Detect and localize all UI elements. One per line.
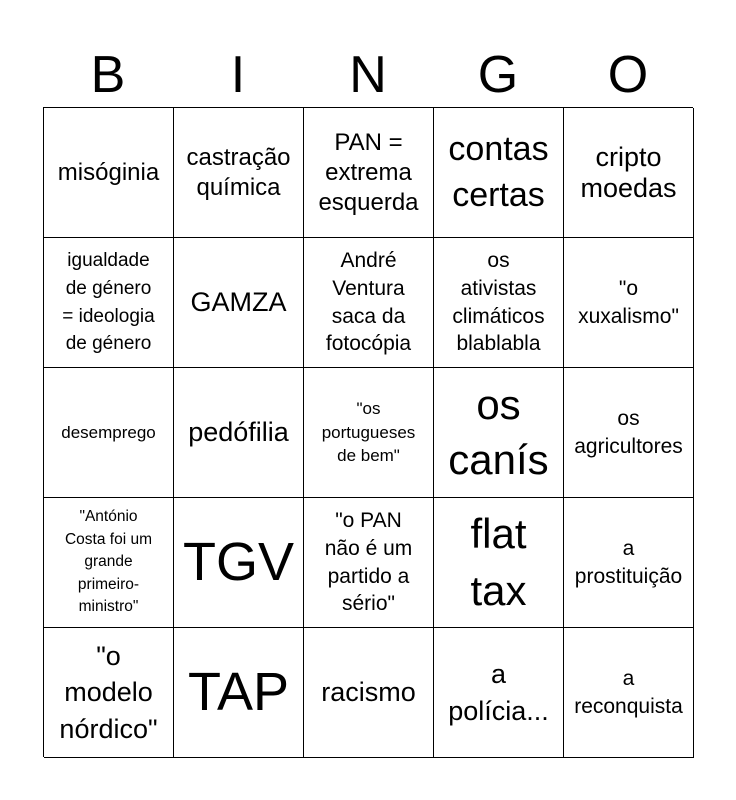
bingo-cell[interactable]: [564, 108, 694, 238]
cell-text: os canís: [448, 380, 549, 483]
cell-text: os ativistas climáticos blablabla: [452, 249, 545, 356]
cell-text: desemprego: [61, 422, 156, 442]
bingo-board: [43, 107, 693, 757]
cell-text: "os portugueses de bem": [321, 398, 416, 466]
bingo-cell[interactable]: [174, 368, 304, 498]
cell-text: igualdade de género = ideologia de género: [62, 250, 155, 355]
bingo-cell[interactable]: [434, 108, 564, 238]
bingo-cell[interactable]: [44, 238, 174, 368]
cell-text: racismo: [321, 677, 416, 708]
cell-text: "o modelo nórdico": [59, 640, 158, 744]
cell-text: flat tax: [470, 509, 527, 614]
bingo-cell[interactable]: [564, 498, 694, 628]
bingo-cell[interactable]: [304, 108, 434, 238]
cell-text: os agricultores: [574, 406, 683, 458]
cell-text: André Ventura saca da fotocópia: [325, 249, 412, 356]
bingo-cell[interactable]: [434, 368, 564, 498]
bingo-cell[interactable]: [174, 628, 304, 758]
bingo-header: [43, 44, 693, 106]
header-letter-i: I: [230, 46, 246, 104]
bingo-cell[interactable]: [44, 628, 174, 758]
cell-text: contas certas: [448, 129, 549, 214]
header-letter-n: N: [349, 46, 387, 104]
bingo-cell[interactable]: [44, 108, 174, 238]
header-letter-o: O: [607, 46, 649, 104]
bingo-cell[interactable]: [304, 628, 434, 758]
cell-text: "António Costa foi um grande primeiro- ministro": [64, 508, 152, 616]
bingo-cell[interactable]: [564, 628, 694, 758]
cell-text: TAP: [187, 661, 289, 722]
bingo-cell[interactable]: [174, 108, 304, 238]
cell-text: a prostituição: [574, 536, 683, 588]
bingo-cell[interactable]: [564, 368, 694, 498]
cell-text: pedófilia: [188, 417, 289, 448]
cell-text: GAMZA: [190, 287, 287, 318]
bingo-cell[interactable]: [434, 628, 564, 758]
cell-text: castração química: [186, 143, 291, 201]
cell-text: a reconquista: [574, 666, 683, 718]
cell-text: "o PAN não é um partido a sério": [324, 509, 413, 616]
bingo-cell[interactable]: [434, 238, 564, 368]
cell-text: a polícia...: [448, 659, 549, 726]
bingo-cell[interactable]: [434, 498, 564, 628]
bingo-cell[interactable]: [564, 238, 694, 368]
bingo-cell[interactable]: [44, 498, 174, 628]
bingo-cell[interactable]: [304, 498, 434, 628]
header-letter-b: B: [90, 46, 126, 104]
bingo-cell[interactable]: [304, 368, 434, 498]
cell-text: misóginia: [57, 158, 160, 186]
cell-text: PAN = extrema esquerda: [318, 128, 419, 216]
bingo-cell[interactable]: [304, 238, 434, 368]
cell-text: "o xuxalismo": [578, 276, 679, 328]
bingo-cell[interactable]: [174, 498, 304, 628]
cell-text: TGV: [182, 531, 294, 592]
bingo-cell[interactable]: [174, 238, 304, 368]
bingo-cell[interactable]: [44, 368, 174, 498]
cell-text: cripto moedas: [580, 142, 677, 203]
header-letter-g: G: [477, 46, 519, 104]
